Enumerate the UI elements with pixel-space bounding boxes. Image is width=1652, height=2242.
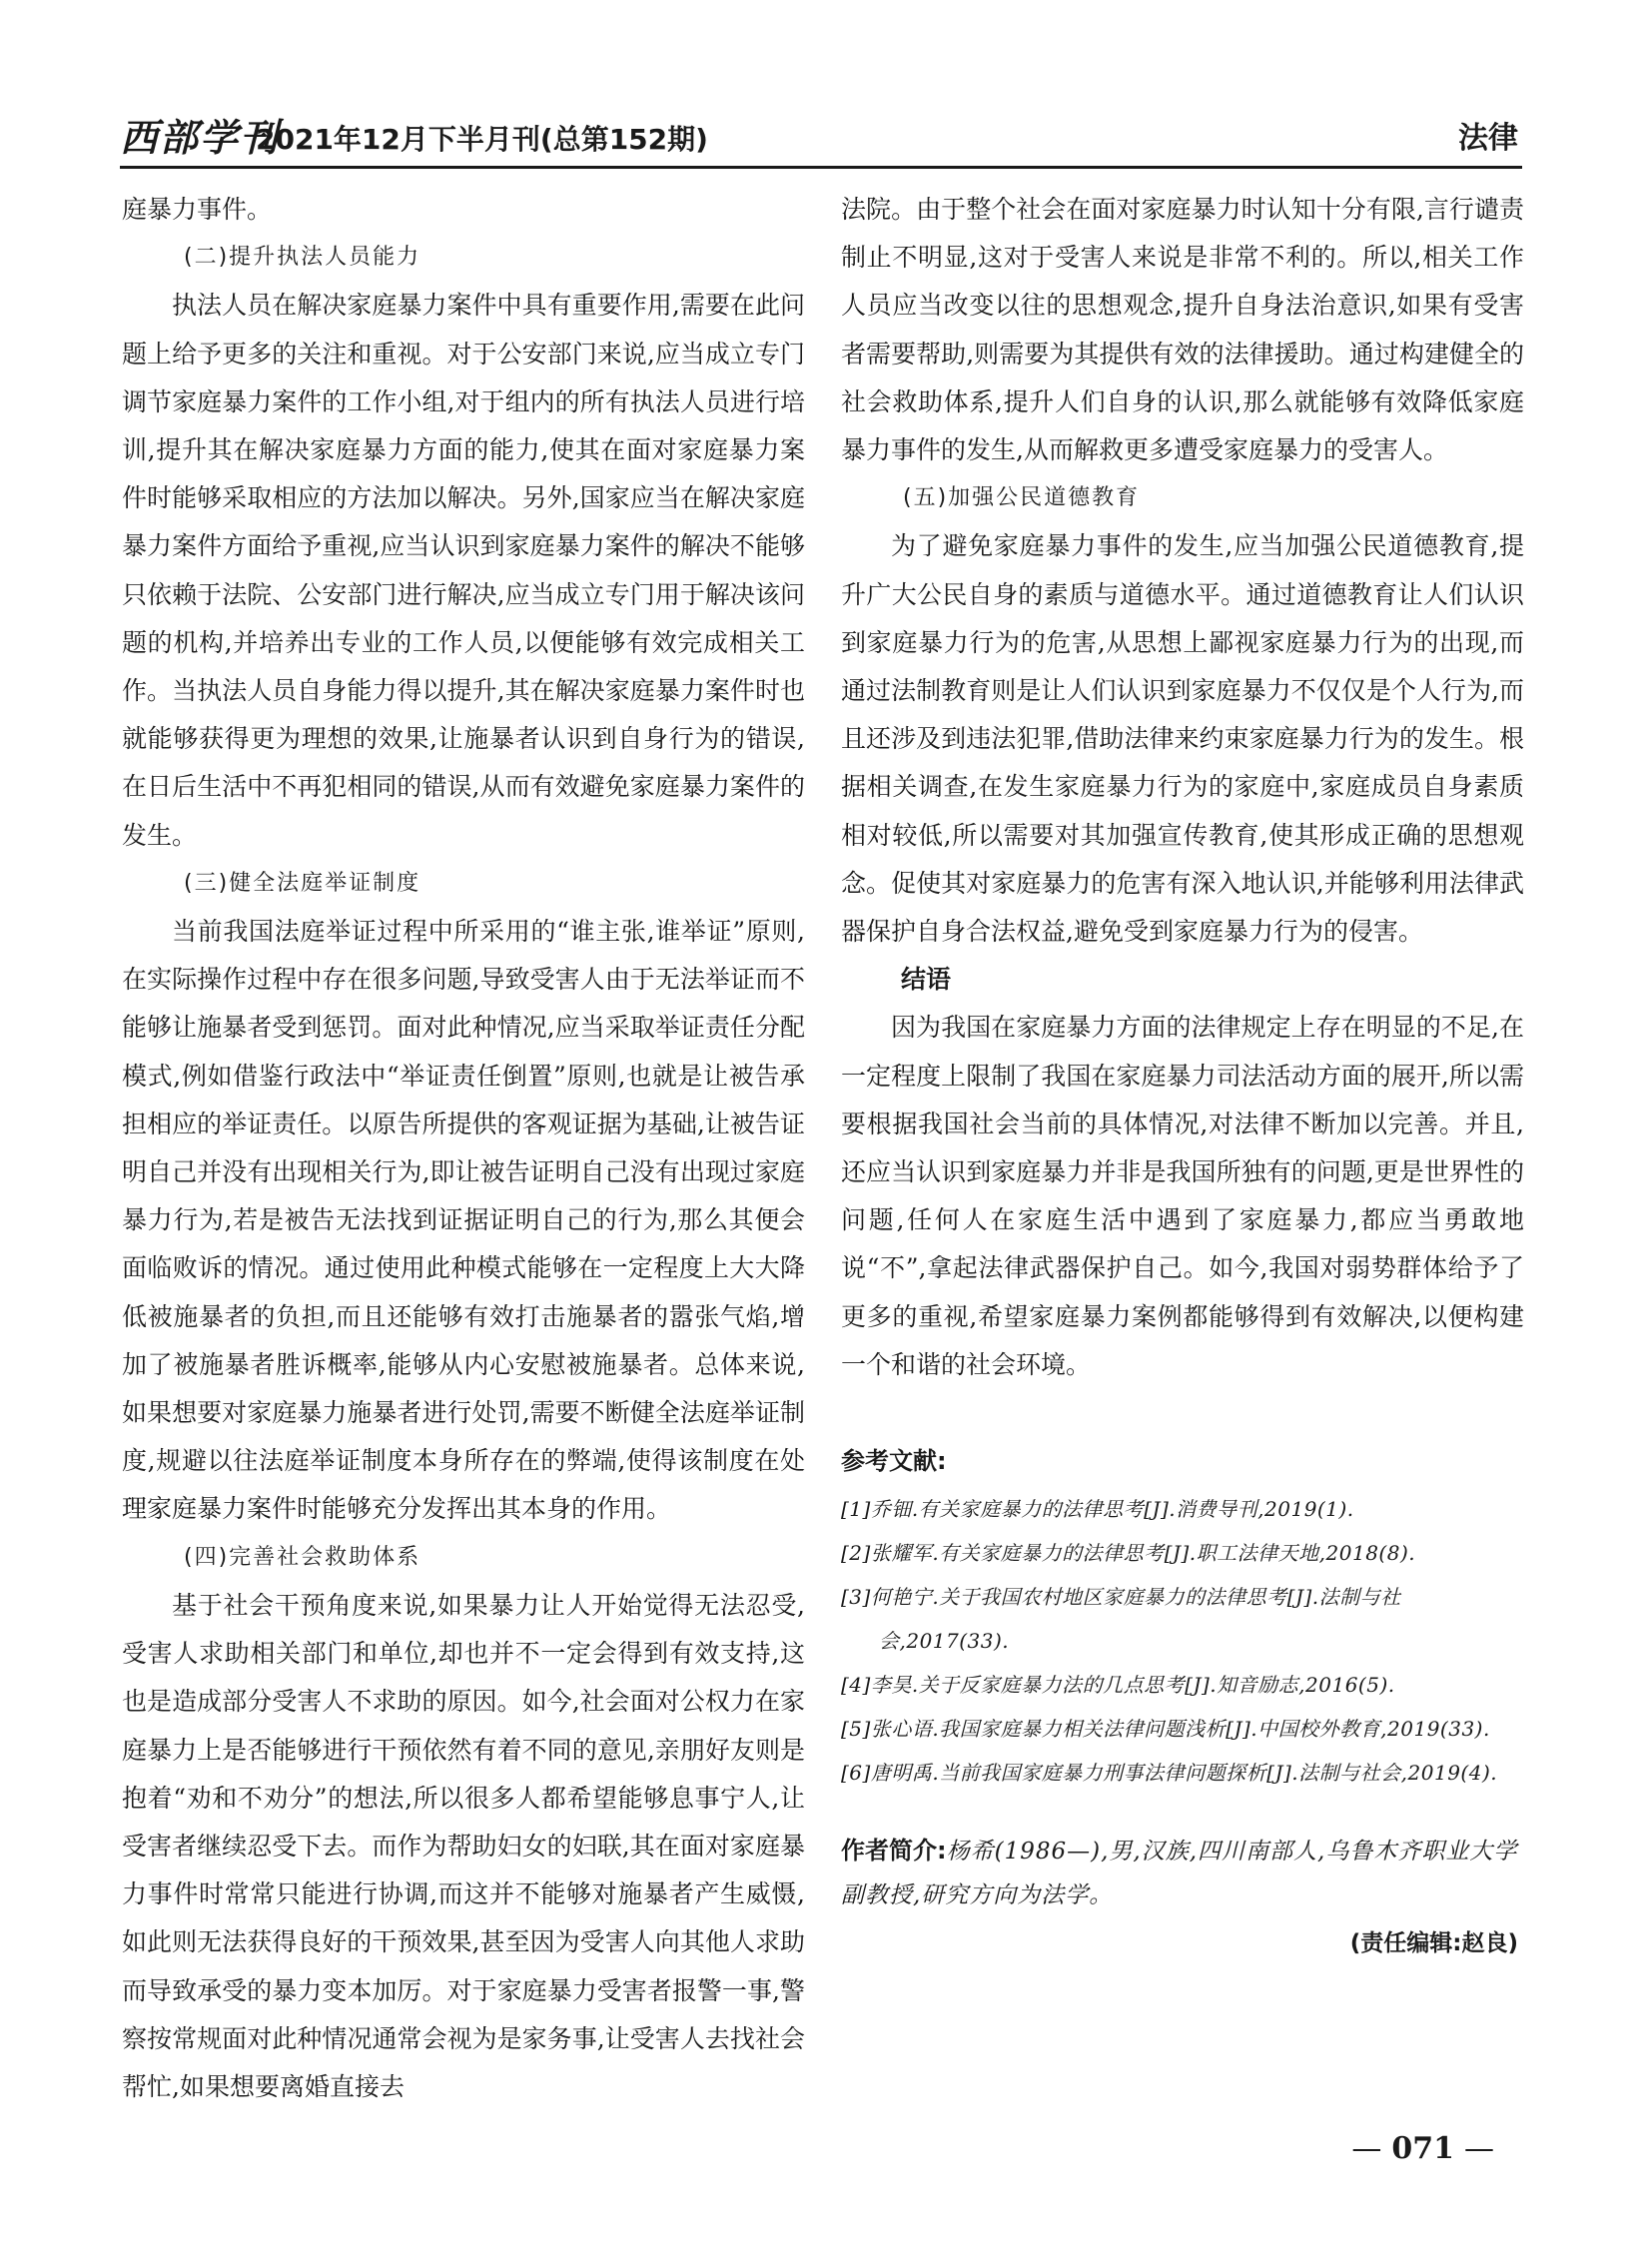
right-column [841,186,1524,1965]
dash-right: — [1464,2131,1494,2166]
paragraph: 执法人员在解决家庭暴力案件中具有重要作用,需要在此问题上给予更多的关注和重视。对于公安部门来说,应当成立专门调节家庭暴力案件的工作小组,对于组内的所有执法人员进行培训,提升其在解决家庭暴力方面的能力,使其在面对家庭暴力案件时能够采取相应的方法加以解决。另外,国家应当在解决家庭暴力案件方面给予重视,应当认识到家庭暴力案件的解决不能够只依赖于法院、公安部门进行解决,应当成立专门用于解决该问题的机构,并培养出专业的工作人员,以便能够有效完成相关工作。当执法人员自身能力得以提升,其在解决家庭暴力案件时也就能够获得更为理想的效果,让施暴者认识到自身行为的错误,在日后生活中不再犯相同的错误,从而有效避免家庭暴力案件的发生。 [122,291,805,850]
dash-left: — [1351,2131,1382,2166]
paragraph: 基于社会干预角度来说,如果暴力让人开始觉得无法忍受,受害人求助相关部门和单位,却也并不一定会得到有效支持,这也是造成部分受害人不求助的原因。如今,社会面对公权力在家庭暴力上是否能够进行干预依然有着不同的意见,亲朋好友则是抱着“劝和不劝分”的想法,所以很多人都希望能够息事宁人,让受害者继续忍受下去。而作为帮助妇女的妇联,其在面对家庭暴力事件时常常只能进行协调,而这并不能够对施暴者产生威慑,如此则无法获得良好的干预效果,甚至因为受害人向其他人求助而导致承受的暴力变本加厉。对于家庭暴力受害者报警一事,警察按常规面对此种情况通常会视为是家务事,让受害人去找社会帮忙,如果想要离婚直接去 [122,1590,805,2101]
reference-item: [3]何艳宁.关于我国农村地区家庭暴力的法律思考[J].法制与社会,2017(33). [841,1585,1401,1654]
subsection-heading: (二)提升执法人员能力 [184,245,421,271]
reference-item: [5]张心语.我国家庭暴力相关法律问题浅析[J].中国校外教育,2019(33). [841,1717,1490,1742]
conclusion-heading: 结语 [901,965,952,995]
reference-item: [6]唐明禹.当前我国家庭暴力刑事法律问题探析[J].法制与社会,2019(4). [841,1761,1498,1786]
paragraph: 庭暴力事件。 [122,195,273,224]
section-label: 法律 [1458,121,1518,156]
paragraph: 因为我国在家庭暴力方面的法律规定上存在明显的不足,在一定程度上限制了我国在家庭暴力司法活动方面的展开,所以需要根据我国社会当前的具体情况,对法律不断加以完善。并且,还应当认识到家庭暴力并非是我国所独有的问题,更是世界性的问题,任何人在家庭生活中遇到了家庭暴力,都应当勇敢地说“不”,拿起法律武器保护自己。如今,我国对弱势群体给予了更多的重视,希望家庭暴力案例都能够得到有效解决,以便构建一个和谐的社会环境。 [841,1013,1524,1379]
references-title: 参考文献: [841,1447,947,1476]
author-text: 杨希(1986—),男,汉族,四川南部人,乌鲁木齐职业大学副教授,研究方向为法学。 [841,1839,1518,1909]
reference-item: [1]乔钿.有关家庭暴力的法律思考[J].消费导刊,2019(1). [841,1497,1354,1522]
header-rule [120,166,1522,169]
paragraph: 当前我国法庭举证过程中所采用的“谁主张,谁举证”原则,在实际操作过程中存在很多问题,导致受害人由于无法举证而不能够让施暴者受到惩罚。面对此种情况,应当采取举证责任分配模式,例如借鉴行政法中“举证责任倒置”原则,也就是让被告承担相应的举证责任。以原告所提供的客观证据为基础,让被告证明自己并没有出现相关行为,即让被告证明自己没有出现过家庭暴力行为,若是被告无法找到证据证明自己的行为,那么其便会面临败诉的情况。通过使用此种模式能够在一定程度上大大降低被施暴者的负担,而且还能够有效打击施暴者的嚣张气焰,增加了被施暴者胜诉概率,能够从内心安慰被施暴者。总体来说,如果想要对家庭暴力施暴者进行处罚,需要不断健全法庭举证制度,规避以往法庭举证制度本身所存在的弊端,使得该制度在处理家庭暴力案件时能够充分发挥出其本身的作用。 [122,917,805,1524]
page-number-footer [1341,2129,1504,2169]
references [841,1441,1524,1795]
reference-item: [2]张耀军.有关家庭暴力的法律思考[J].职工法律天地,2018(8). [841,1541,1416,1566]
author-bio [841,1829,1524,1917]
author-label: 作者简介: [841,1837,947,1866]
issue-info: 2021年12月下半月刊(总第152期) [256,123,708,156]
editor-note: (责任编辑:赵良) [1349,1930,1518,1957]
subsection-heading: (三)健全法庭举证制度 [184,870,421,896]
subsection-heading: (五)加强公民道德教育 [903,485,1141,511]
paragraph: 为了避免家庭暴力事件的发生,应当加强公民道德教育,提升广大公民自身的素质与道德水平。通过道德教育让人们认识到家庭暴力行为的危害,从思想上鄙视家庭暴力行为的出现,而通过法制教育则是让人们认识到家庭暴力不仅仅是个人行为,而且还涉及到违法犯罪,借助法律来约束家庭暴力行为的发生。根据相关调查,在发生家庭暴力行为的家庭中,家庭成员自身素质相对较低,所以需要对其加强宣传教育,使其形成正确的思想观念。促使其对家庭暴力的危害有深入地认识,并能够利用法律武器保护自身合法权益,避免受到家庭暴力行为的侵害。 [841,531,1524,947]
journal-name: 西部学刊 [120,115,281,160]
page-number: 071 [1391,2131,1454,2166]
page-header [120,112,1522,170]
reference-item: [4]李昊.关于反家庭暴力法的几点思考[J].知音励志,2016(5). [841,1673,1395,1698]
subsection-heading: (四)完善社会救助体系 [184,1544,421,1570]
paragraph: 法院。由于整个社会在面对家庭暴力时认知十分有限,言行谴责制止不明显,这对于受害人来说是非常不利的。所以,相关工作人员应当改变以往的思想观念,提升自身法治意识,如果有受害者需要帮助,则需要为其提供有效的法律援助。通过构建健全的社会救助体系,提升人们自身的认识,那么就能够有效降低家庭暴力事件的发生,从而解救更多遭受家庭暴力的受害人。 [841,195,1524,465]
left-column [122,186,805,2111]
